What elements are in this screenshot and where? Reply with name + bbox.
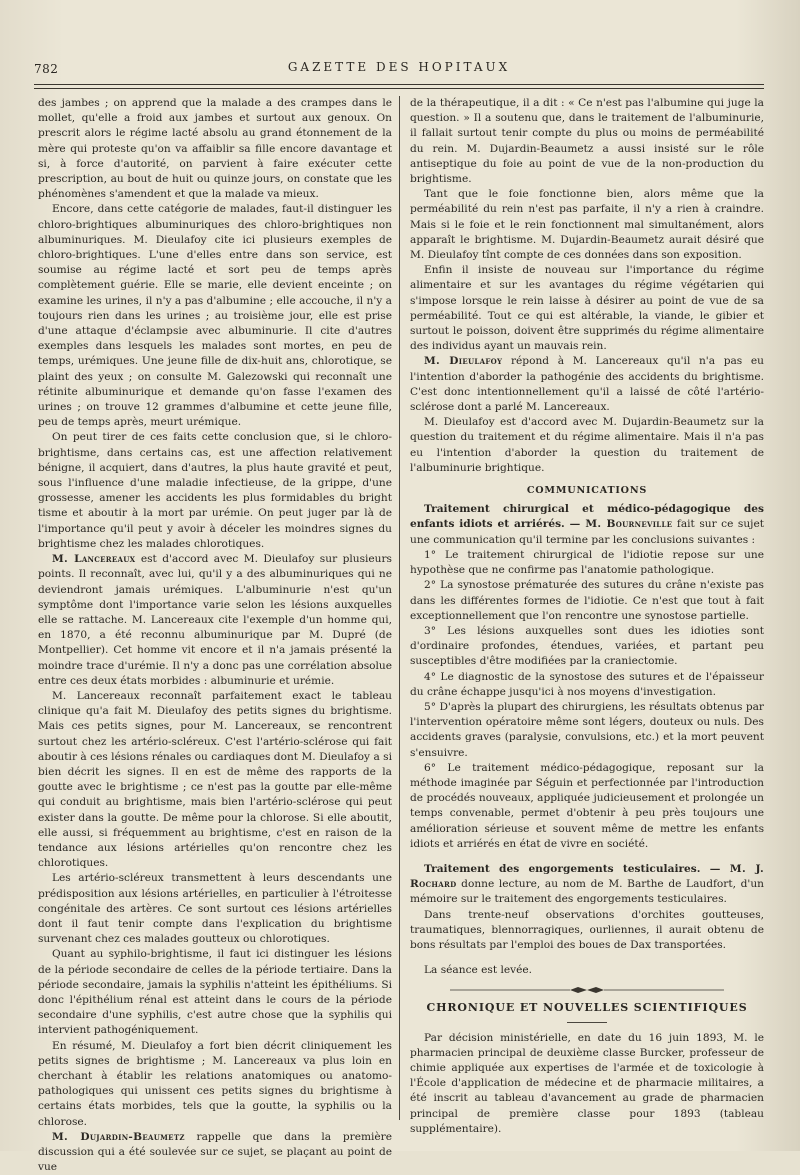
journal-title: GAZETTE DES HOPITAUX (287, 60, 511, 74)
conclusion-item: 5° D'après la plupart des chirurgiens, les résultats obtenus par l'intervention opératoire même sont légers, douteux ou nuls. Des accidents graves (paralysie, convulsions, etc.) et la mort peuvent s'ensuivre. (410, 700, 764, 759)
speaker-name: M. Lancereaux (52, 553, 136, 566)
paragraph (38, 552, 392, 689)
conclusion-item: 3° Les lésions auxquelles sont dues les idioties sont d'ordinaire profondes, étendues, variées, et partant peu susceptibles d'être modifiées par la craniectomie. (410, 624, 764, 668)
paragraph-text: est d'accord avec M. Dieulafoy sur plusieurs points. Il reconnaît, avec lui, qu'il y a des albuminuriques qui ne deviendront jamais urémiques. L'albuminurie n'est qu'un symptôme dont l'importance varie selon les lésions auxquelles elle se rattache. M. Lancereaux cite l'exemple d'un homme qui, en 1870, a été reconnu albuminurique par M. Dupré (de Montpellier). Cet homme vit encore et il n'a jamais présenté la moindre trace d'urémie. Il n'y a donc pas une corrélation absolue entre ces deux états morbides : albuminurie et urémie. (38, 553, 392, 687)
paragraph: Dans trente-neuf observations d'orchites goutteuses, traumatiques, blennorragiques, ourliennes, il aurait obtenu de bons résultats par l'emploi des boues de Dax transportées. (410, 908, 764, 951)
short-rule (567, 1022, 607, 1023)
speaker-name: M. J. Rochard (410, 862, 764, 891)
speaker-name: M. Dieulafoy (424, 355, 503, 368)
header-rule (34, 84, 764, 85)
communication-title: Traitement chirurgical et médico-pédagogique des enfants idiots et arriérés. — (410, 503, 764, 531)
paragraph-text: répond à M. Lancereaux qu'il n'a pas eu l'intention d'aborder la pathogénie des accidents du brightisme. C'est donc intentionnellement qu'il a laissé de côté l'artério-sclérose dont a parlé M. Lancereaux. (410, 355, 764, 414)
conclusion-item: 6° Le traitement médico-pédagogique, reposant sur la méthode imaginée par Séguin et perfectionnée par l'introduction de procédés nouveaux, appliquée judicieusement et prolongée un temps convenable, permet d'obtenir à peu près toujours une amélioration sérieuse et souvent même de mettre les enfants idiots et arriérés en état de vivre en société. (410, 761, 764, 850)
paragraph: de la thérapeutique, il a dit : « Ce n'est pas l'albumine qui juge la question. » Il a soutenu que, dans le traitement de l'albuminurie, il fallait surtout tenir compte du plus ou moins de perméabilité du rein. M. Dujardin-Beaumetz a aussi insisté sur le rôle antiseptique du foie au point de vue de la non-production du brightisme. (410, 97, 764, 186)
paragraph: On peut tirer de ces faits cette conclusion que, si le chloro-brightisme, dans certains cas, est une affection relativement bénigne, il acquiert, dans d'autres, la plus haute gravité et peut, sous l'influence d'une maladie infectieuse, de la grippe, d'une grossesse, amener les accidents les plus formidables du bright tisme et aboutir à la mort par urémie. On peut juger par là de l'importance qu'il peut y avoir à déceler les moindres signes du brightisme chez les malades chlorotiques. (38, 431, 392, 550)
conclusion-item: 1° Le traitement chirurgical de l'idiotie repose sur une hypothèse que ne confirme pas l'anatomie pathologique. (410, 548, 764, 577)
column-divider (399, 96, 400, 1120)
paragraph: Enfin il insiste de nouveau sur l'importance du régime alimentaire et sur les avantages du régime végétarien qui s'impose lorsque le rein laisse à désirer au point de vue de sa perméabilité. Tout ce qui est altérable, la viande, le gibier et surtout le poisson, doivent être supprimés du régime alimentaire des individus ayant un mauvais rein. (410, 264, 764, 353)
paragraph (410, 354, 764, 415)
page-header (34, 58, 764, 80)
paragraph (410, 862, 764, 908)
page-number: 782 (34, 62, 59, 76)
spacer (410, 852, 764, 862)
conclusion-item: 4° Le diagnostic de la synostose des sutures et de l'épaisseur du crâne échappe jusqu'ici à nos moyens d'investigation. (410, 670, 764, 698)
ornament-divider (410, 984, 764, 996)
paragraph: La séance est levée. (424, 964, 533, 977)
communication-title: Traitement des engorgements testiculaires. — (424, 862, 721, 875)
section-heading-chronique: CHRONIQUE ET NOUVELLES SCIENTIFIQUES (426, 1001, 748, 1015)
paragraph (38, 1130, 392, 1175)
right-column (410, 96, 764, 1137)
paragraph: En résumé, M. Dieulafoy a fort bien décrit cliniquement les petits signes de brightisme ; M. Lancereaux va plus loin en cherchant à établir les relations anatomiques ou anatomo-pathologiques qui unissent ces petits signes du brightisme à certains états morbides, tels que la goutte, la syphilis ou la chlorose. (38, 1039, 392, 1128)
left-column (38, 96, 392, 1175)
paragraph: M. Dieulafoy est d'accord avec M. Dujardin-Beaumetz sur la question du traitement et du régime alimentaire. Mais il n'a pas eu l'intention d'aborder la question du traitement de l'albuminurie brightique. (410, 416, 764, 474)
paragraph (410, 502, 764, 548)
paragraph-text: fait sur ce sujet une communication qu'il termine par les conclusions suivantes : (410, 518, 764, 546)
paragraph: M. Lancereaux reconnaît parfaitement exact le tableau clinique qu'a fait M. Dieulafoy des petits signes du brightisme. Mais ces petits signes, pour M. Lancereaux, se rencontrent surtout chez les artério-scléreux. C'est l'artério-sclérose qui fait aboutir à ces lésions rénales ou cardiaques dont M. Dieulafoy a si bien décrit les signes. Il en est de même des rapports de la goutte avec le brightisme ; ce n'est pas la goutte par elle-même qui conduit au brightisme, mais bien l'artério-sclérose qui peut exister dans la goutte. De même pour la chlorose. Si elle aboutit, elle aussi, si fréquemment au brightisme, c'est en raison de la tendance aux lésions artérielles qu'on rencontre chez les chlorotiques. (38, 689, 392, 870)
paragraph: Encore, dans cette catégorie de malades, faut-il distinguer les chloro-brightiques albuminuriques des chloro-brightiques non albuminuriques. M. Dieulafoy cite ici plusieurs exemples de chloro-brightiques. L'une d'elles entre dans son service, est soumise au régime lacté et sort peu de temps après complètement guérie. Elle se marie, elle devient enceinte ; on examine les urines, il n'y a pas d'albumine ; elle accouche, il n'y a toujours rien dans les urines ; au troisième jour, elle est prise d'une attaque d'éclampsie avec albuminurie. Il cite d'autres exemples dans lesquels les malades sont mortes, en peu de temps, urémiques. Une jeune fille de dix-huit ans, chlorotique, se plaint des yeux ; on consulte M. Galezowski qui reconnaît une rétinite albuminurique et demande qu'on fasse l'examen des urines ; on trouve 12 grammes d'albumine et cette jeune fille, peu de temps après, meurt urémique. (38, 203, 392, 429)
paragraph: des jambes ; on apprend que la malade a des crampes dans le mollet, qu'elle a froid aux jambes et surtout aux genoux. On prescrit alors le régime lacté absolu au grand étonnement de la mère qui proteste qu'on va affaiblir sa fille encore davantage et si, à force d'autorité, on parvient à faire exécuter cette prescription, au bout de huit ou quinze jours, on constate que les phénomènes s'amendent et que la malade va mieux. (38, 97, 392, 201)
spacer (410, 953, 764, 963)
paragraph: Par décision ministérielle, en date du 16 juin 1893, M. le pharmacien principal de deuxième classe Burcker, professeur de chimie appliquée aux expertises de l'armée et de toxicologie à l'École d'application de médecine et de pharmacie militaires, a été inscrit au tableau d'avancement au grade de pharmacien principal de première classe pour 1893 (tableau supplémentaire). (410, 1031, 764, 1135)
section-heading-communications: COMMUNICATIONS (526, 485, 648, 497)
header-rule-thin (34, 88, 764, 89)
paragraph: Tant que le foie fonctionne bien, alors même que la perméabilité du rein n'est pas parfaite, il n'y a rien à craindre. Mais si le foie et le rein fonctionnent mal simultanément, alors apparaît le brightisme. M. Dujardin-Beaumetz aurait désiré que M. Dieulafoy tînt compte de ces données dans son exposition. (410, 188, 764, 262)
speaker-name: M. Dujardin-Beaumetz (52, 1130, 185, 1143)
conclusion-item: 2° La synostose prématurée des sutures du crâne n'existe pas dans les différentes formes de l'idiotie. Ce n'est que tout à fait exceptionnellement que l'on rencontre une synostose partielle. (410, 579, 764, 622)
paragraph-text: rappelle que dans la première discussion qui a été soulevée sur ce sujet, se plaçant au point de vue (38, 1130, 393, 1174)
paragraph: Les artério-scléreux transmettent à leurs descendants une prédisposition aux lésions artérielles, en particulier à l'étroitesse congénitale des artères. Ce sont surtout ces lésions artérielles dont il faut tenir compte dans l'explication du brightisme survenant chez ces malades goutteux ou chlorotiques. (38, 872, 392, 946)
paragraph: Quant au syphilo-brightisme, il faut ici distinguer les lésions de la période secondaire de celles de la période tertiaire. Dans la période secondaire, jamais la syphilis n'atteint les épithéliums. Si donc l'épithélium rénal est atteint dans le cours de la période secondaire d'une syphilis, c'est autre chose que la syphilis qui intervient pathogéniquement. (38, 948, 392, 1037)
speaker-name: M. Bourneville (580, 518, 673, 531)
paragraph-text: donne lecture, au nom de M. Barthe de Laudfort, d'un mémoire sur le traitement des engorgements testiculaires. (410, 878, 764, 906)
